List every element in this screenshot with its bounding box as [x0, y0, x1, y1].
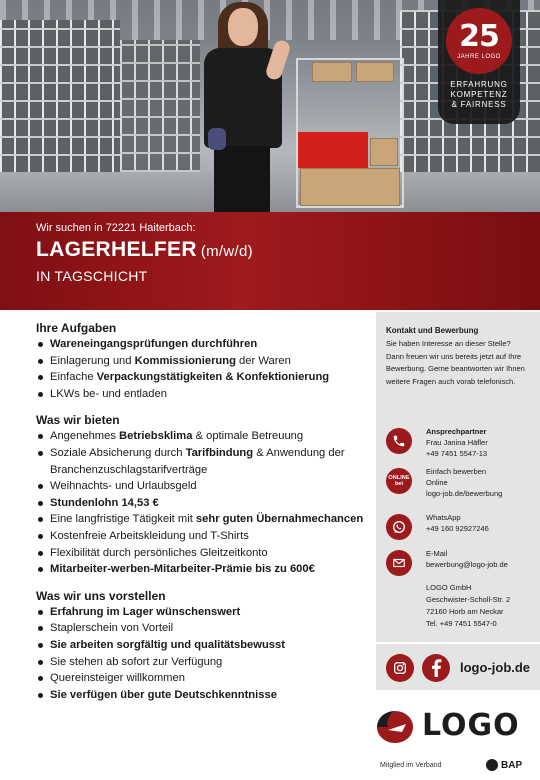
contact-text: [426, 512, 489, 534]
bullet-item: [36, 336, 368, 353]
bullet-item: [36, 478, 368, 495]
bullet-item: [36, 637, 368, 654]
anniversary-badge: [438, 0, 520, 124]
bullet-text: Weihnachts- und Urlaubsgeld: [50, 480, 197, 493]
bullet-item: [36, 528, 368, 545]
requirement-list: [36, 604, 368, 704]
bullet-text: Soziale Absicherung durch: [50, 446, 186, 459]
bullet-text-bold: Betriebsklima: [119, 430, 193, 443]
address-line: Geschwister-Scholl-Str. 2: [426, 595, 511, 604]
contact-online[interactable]: [386, 466, 536, 506]
hero-photo: [0, 0, 540, 212]
bullet-text-bold: Verpackungstätigkeiten & Konfektionierung: [96, 371, 330, 384]
job-gender: (m/w/d): [200, 243, 253, 260]
badge-word: KOMPETENZ: [450, 90, 508, 99]
website-link[interactable]: logo-job.de: [460, 660, 531, 675]
bullet-item: [36, 687, 368, 704]
bullet-item: [36, 386, 368, 403]
contact-whatsapp-number[interactable]: +49 160 92927246: [426, 524, 489, 533]
bullet-item: [36, 511, 368, 528]
online-icon: [386, 468, 412, 494]
bullet-text-bold: Kommissionierung: [134, 354, 236, 367]
cardboard-box: [300, 168, 400, 206]
job-location: Wir suchen in 72221 Haiterbach:: [36, 222, 196, 234]
contact-sublabel: Online: [426, 478, 448, 487]
job-description: [36, 320, 368, 713]
anniversary-subtitle: JAHRE LOGO: [457, 54, 501, 60]
contact-label: Ansprechpartner: [426, 427, 487, 436]
worker-glove: [208, 128, 226, 150]
association-logo: [486, 758, 522, 772]
bullet-item: [36, 545, 368, 562]
online-tag-line: bei: [394, 481, 404, 487]
contact-sidebar: [376, 312, 540, 642]
whatsapp-icon: [386, 514, 412, 540]
contact-text: [426, 426, 488, 459]
bullet-text: Staplerschein von Vorteil: [50, 622, 174, 635]
bullet-item: [36, 620, 368, 637]
contact-email-address[interactable]: bewerbung@logo-job.de: [426, 560, 508, 569]
bullet-text: Einfache: [50, 371, 97, 384]
contact-text: [426, 548, 508, 570]
worker-face: [228, 8, 258, 46]
address-line: 72160 Horb am Neckar: [426, 607, 504, 616]
bullet-text: & optimale Betreuung: [192, 430, 304, 443]
badge-word: ERFAHRUNG: [450, 80, 508, 89]
social-bar: [376, 644, 540, 690]
company-logo: [376, 706, 532, 748]
worker-arm: [264, 39, 292, 82]
company-address: [426, 582, 510, 630]
contact-label: Einfach bewerben: [426, 467, 487, 476]
address-line: LOGO GmbH: [426, 583, 472, 592]
contact-intro: Sie haben Interesse an dieser Stelle? Dann freuen wir uns bereits jetzt auf Ihre Bewerbung. Gerne beantworten wir Ihnen weitere Fragen auch vorab telefonisch.: [386, 339, 525, 386]
bullet-item: [36, 428, 368, 445]
anniversary-number: 25: [459, 19, 499, 54]
bullet-text: Sie stehen ab sofort zur Verfügung: [50, 655, 223, 668]
membership-label: Mitglied im Verband: [380, 762, 442, 769]
bullet-text: & Anwendung der Branchenzuschlagstarifverträge: [50, 446, 345, 476]
bullet-text: Kostenfreie Arbeitskleidung und T-Shirts: [50, 529, 249, 542]
instagram-icon[interactable]: [386, 654, 414, 682]
bullet-text: LKWs be- und entladen: [50, 387, 167, 400]
bullet-text: Einlagerung und: [50, 354, 135, 367]
contact-online-link[interactable]: logo-job.de/bewerbung: [426, 489, 503, 498]
warehouse-floor: [0, 172, 540, 212]
facebook-icon[interactable]: [422, 654, 450, 682]
online-tag: [388, 475, 409, 487]
bullet-text-bold: Stundenlohn 14,53 €: [50, 496, 159, 509]
address-line: Tel. +49 7451 5547-0: [426, 619, 497, 628]
anniversary-circle: [446, 8, 512, 74]
bullet-item: [36, 495, 368, 512]
cardboard-box: [356, 62, 394, 82]
bullet-text-bold: sehr guten Übernahmechancen: [195, 513, 364, 526]
job-title-text: LAGERHELFER: [36, 238, 197, 261]
section-bieten: [36, 412, 368, 577]
cardboard-box: [370, 138, 398, 166]
anniversary-words: [438, 80, 520, 110]
contact-label: E-Mail: [426, 549, 448, 558]
section-title: Ihre Aufgaben: [36, 321, 117, 335]
job-shift: IN TAGSCHICHT: [36, 268, 148, 284]
benefit-list: [36, 428, 368, 577]
section-aufgaben: [36, 320, 368, 402]
bullet-item: [36, 445, 368, 478]
bullet-text: Quereinsteiger willkommen: [50, 672, 185, 685]
bullet-item: [36, 654, 368, 671]
section-title: Was wir uns vorstellen: [36, 588, 166, 603]
bullet-text-bold: Sie verfügen über gute Deutschkenntnisse: [50, 688, 277, 701]
bap-logo-icon: [486, 759, 498, 771]
bullet-item: [36, 369, 368, 386]
shelf-middle: [120, 40, 200, 190]
title-band: [0, 212, 540, 310]
section-vorstellen: [36, 588, 368, 704]
bullet-text-bold: Mitarbeiter-werben-Mitarbeiter-Prämie bis zu 600€: [50, 563, 315, 576]
bullet-text: der Waren: [235, 354, 291, 367]
contact-phone-number[interactable]: +49 7451 5547-13: [426, 449, 488, 458]
logo-wordmark: LOGO: [422, 708, 520, 743]
bullet-item: [36, 353, 368, 370]
bullet-text-bold: Erfahrung im Lager wünschenswert: [50, 605, 241, 618]
red-crate: [298, 132, 368, 168]
bullet-text: Eine langfristige Tätigkeit mit: [50, 513, 196, 526]
contact-whatsapp[interactable]: [386, 512, 536, 552]
bullet-text-bold: Sie arbeiten sorgfältig und qualitätsbewusst: [50, 638, 285, 651]
bullet-text: Angenehmes: [50, 430, 120, 443]
job-title: [36, 238, 253, 262]
badge-word: & FAIRNESS: [451, 100, 507, 109]
contact-text: [426, 466, 502, 499]
task-list: [36, 336, 368, 402]
association-name: BAP: [501, 759, 523, 771]
bullet-item: [36, 670, 368, 687]
online-tag-line: ONLINE: [388, 475, 410, 481]
bullet-item: [36, 604, 368, 621]
contact-phone[interactable]: [386, 426, 536, 466]
worker-legs: [214, 146, 270, 212]
bullet-text-bold: Wareneingangsprüfungen durchführen: [50, 338, 258, 350]
cardboard-box: [312, 62, 352, 82]
bullet-text-bold: Tarifbindung: [185, 446, 254, 459]
contact-person: Frau Janina Häfler: [426, 438, 488, 447]
bullet-text: Flexibilität durch persönliches Gleitzeitkonto: [50, 546, 268, 559]
bullet-item: [36, 561, 368, 578]
logo-mark-icon: [376, 710, 414, 744]
phone-icon: [386, 428, 412, 454]
contact-label: WhatsApp: [426, 513, 461, 522]
contact-heading: Kontakt und Bewerbung: [386, 326, 479, 335]
section-title: Was wir bieten: [36, 413, 120, 428]
mail-icon: [386, 550, 412, 576]
